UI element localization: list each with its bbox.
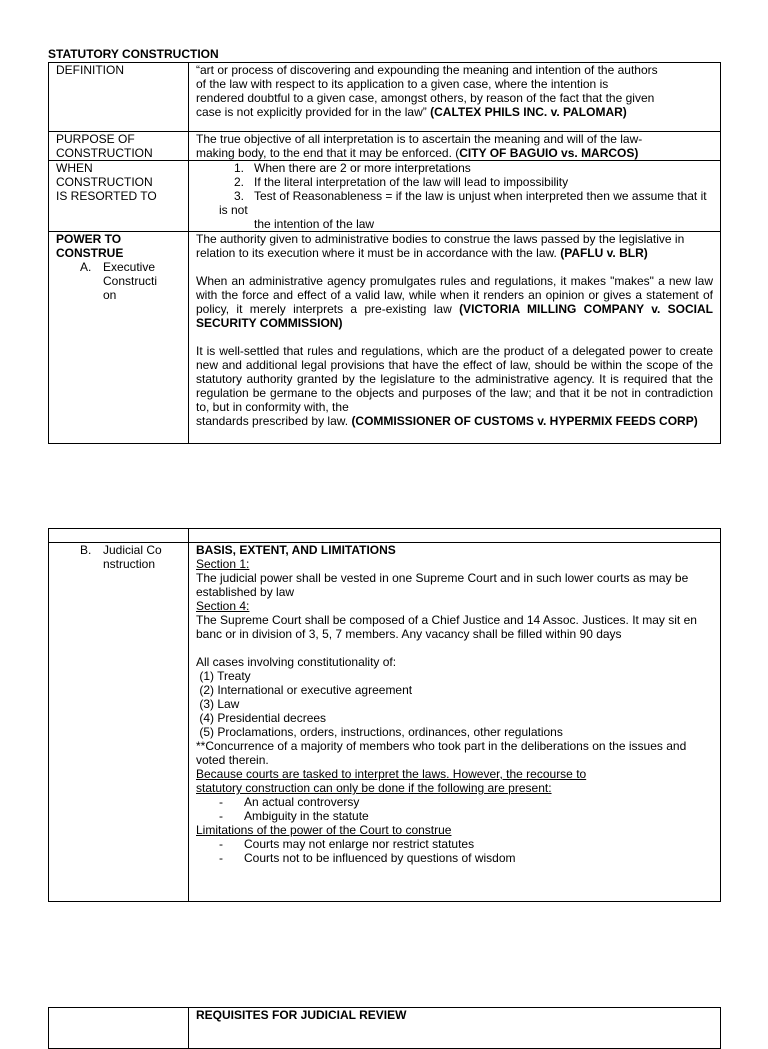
sub-label-text: Executive Construction: [103, 260, 158, 302]
list-number: 2.: [233, 175, 244, 189]
limitation-item: [196, 851, 713, 865]
dash-bullet: -: [219, 795, 223, 809]
dash-bullet: -: [219, 837, 223, 851]
judicial-construction-table: [48, 528, 721, 902]
judicial-construction-label: [56, 543, 181, 571]
present-item: [196, 795, 713, 809]
when-content-cell: [189, 161, 721, 232]
empty-header-row: [49, 529, 721, 543]
concurrence-note: **Concurrence of a majority of members who took part in the deliberations on the issues and voted therein.: [196, 739, 687, 767]
definition-label-cell: [49, 63, 189, 132]
limitation-item: [196, 837, 713, 851]
case-citation: (PAFLU v. BLR): [560, 246, 648, 260]
when-row: [49, 161, 721, 232]
purpose-citation: CITY OF BAGUIO vs. MARCOS): [459, 146, 639, 160]
power-label-cell: [49, 232, 189, 444]
purpose-line-2: making body, to the end that it may be enforced. (: [196, 146, 460, 160]
when-item-text: When there are 2 or more interpretations: [254, 161, 471, 175]
case-item: (4) Presidential decrees: [196, 711, 327, 725]
when-item-text: If the literal interpretation of the law will lead to impossibility: [254, 175, 569, 189]
power-label-line-2: CONSTRUE: [56, 246, 124, 260]
when-label-line-2: CONSTRUCTION: [56, 175, 153, 189]
power-paragraph-1: [196, 232, 713, 260]
paragraph-text: It is well-settled that rules and regulations, which are the product of a delegated power to create new and additional legal provisions that have the effect of law, should be within the scope of the statutory authority granted by the legislature to the administrative agency. It is required that the regulation be germane to the objects and purposes of the law; and that it be not in contradiction to, but in conformity with, the: [196, 344, 713, 414]
list-letter: A.: [80, 260, 92, 274]
case-item: (3) Law: [196, 697, 240, 711]
when-item: [196, 189, 713, 217]
paragraph-text: When an administrative agency promulgates rules and regulations, it makes "makes" a new law with the force and effect of a valid law, while when it renders an opinion or gives a statement of policy, it merely interprets a pre-existing law: [196, 274, 713, 316]
definition-label: DEFINITION: [56, 63, 124, 77]
list-number: 1.: [233, 161, 244, 175]
when-label-cell: [49, 161, 189, 232]
judicial-label-cell: [49, 543, 189, 902]
power-row: [49, 232, 721, 444]
limitations-label: Limitations of the power of the Court to construe: [196, 823, 452, 837]
dash-bullet: -: [219, 809, 223, 823]
list-number: 3.: [233, 189, 244, 203]
sub-label-text: Judicial Construction: [103, 543, 162, 571]
definition-line-3: rendered doubtful to a given case, amongst others, by reason of the fact that the given: [196, 91, 655, 105]
definition-citation: (CALTEX PHILS INC. v. PALOMAR): [430, 105, 627, 119]
document-title: STATUTORY CONSTRUCTION: [48, 47, 219, 61]
paragraph-text: standards prescribed by law.: [196, 414, 349, 428]
purpose-line-1: The true objective of all interpretation is to ascertain the meaning and will of the law-: [196, 132, 643, 146]
cases-intro: All cases involving constitutionality of:: [196, 655, 397, 669]
present-item: [196, 809, 713, 823]
paragraph-text: The authority given to administrative bodies to construe the laws passed by the legislative in relation to its execution where it must be in accordance with the law.: [196, 232, 685, 260]
definition-line-2: of the law with respect to its application to a given case, where the intention is: [196, 77, 609, 91]
section-4-text: The Supreme Court shall be composed of a Chief Justice and 14 Assoc. Justices. It may sit en banc or in division of 3, 5, 7 members. Any vacancy shall be filled within 90 days: [196, 613, 697, 641]
item-text: Courts not to be influenced by questions of wisdom: [244, 851, 516, 865]
when-label-line-1: WHEN: [56, 161, 93, 175]
purpose-label-line-1: PURPOSE OF: [56, 132, 135, 146]
section-1-text: The judicial power shall be vested in one Supreme Court and in such lower courts as may be established by law: [196, 571, 689, 599]
definition-line-1: “art or process of discovering and expounding the meaning and intention of the authors: [196, 63, 658, 77]
because-line-2: statutory construction can only be done if the following are present:: [196, 781, 552, 795]
case-citation: (COMMISSIONER OF CUSTOMS v. HYPERMIX FEEDS CORP): [351, 414, 698, 428]
when-item-text: Test of Reasonableness = if the law is unjust when interpreted then we assume that it is not: [219, 189, 707, 217]
purpose-label-cell: [49, 132, 189, 161]
executive-construction-label: [56, 260, 181, 302]
when-label-line-3: IS RESORTED TO: [56, 189, 157, 203]
section-4-label: Section 4:: [196, 599, 250, 613]
judicial-review-heading: REQUISITES FOR JUDICIAL REVIEW: [196, 1008, 407, 1022]
power-content-cell: [189, 232, 721, 444]
case-item: (2) International or executive agreement: [196, 683, 413, 697]
case-item: (1) Treaty: [196, 669, 251, 683]
case-citation: (VICTORIA MILLING COMPANY v. SOCIAL SECURITY COMMISSION): [196, 302, 713, 330]
purpose-label-line-2: CONSTRUCTION: [56, 146, 153, 160]
dash-bullet: -: [219, 851, 223, 865]
statutory-construction-table: [48, 62, 721, 444]
item-text: Ambiguity in the statute: [244, 809, 369, 823]
list-letter: B.: [80, 543, 92, 557]
judicial-construction-row: [49, 543, 721, 902]
item-text: An actual controversy: [244, 795, 360, 809]
power-paragraph-2: [196, 274, 713, 330]
judicial-review-table: [48, 1007, 721, 1049]
when-item-3-continuation: the intention of the law: [254, 217, 375, 231]
when-item: [196, 175, 713, 189]
purpose-row: [49, 132, 721, 161]
when-item: [196, 161, 713, 175]
section-1-label: Section 1:: [196, 557, 250, 571]
judicial-content-cell: [189, 543, 721, 902]
judicial-review-row: [49, 1008, 721, 1049]
purpose-content-cell: [189, 132, 721, 161]
item-text: Courts may not enlarge nor restrict statutes: [244, 837, 475, 851]
definition-content-cell: [189, 63, 721, 132]
section-heading: BASIS, EXTENT, AND LIMITATIONS: [196, 543, 396, 557]
power-paragraph-3-end: [196, 414, 713, 428]
definition-row: [49, 63, 721, 132]
power-paragraph-3: [196, 344, 713, 414]
case-item: (5) Proclamations, orders, instructions, ordinances, other regulations: [196, 725, 563, 739]
power-label-line-1: POWER TO: [56, 232, 122, 246]
because-line-1: Because courts are tasked to interpret the laws. However, the recourse to: [196, 767, 587, 781]
definition-line-4: case is not explicitly provided for in the law”: [196, 105, 427, 119]
